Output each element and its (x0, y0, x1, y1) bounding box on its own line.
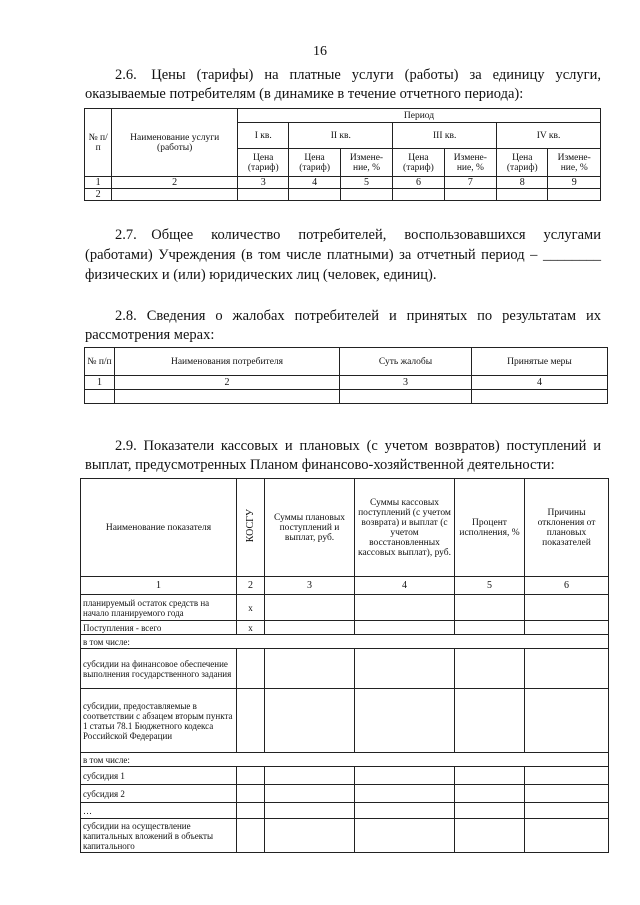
change-header: Измене-ние, % (444, 149, 496, 177)
section-2-9-heading: 2.9. Показатели кассовых и плановых (с учетом возвратов) поступлений и выплат, предусмотренных Планом финансово-хозяйственной деятельности: (85, 438, 601, 473)
empty-cell (265, 689, 355, 753)
empty-cell (340, 390, 472, 404)
page-number: 16 (313, 44, 327, 59)
col-kosgu-header (237, 479, 265, 577)
empty-cell (525, 689, 609, 753)
empty-cell (112, 189, 238, 201)
index-cell: 9 (548, 177, 601, 189)
empty-cell (355, 785, 455, 803)
empty-cell (355, 767, 455, 785)
empty-cell (497, 189, 548, 201)
empty-cell (355, 649, 455, 689)
kosgu-cell (237, 803, 265, 819)
row-label: планируемый остаток средств на начало планируемого года (81, 595, 237, 621)
col-reasons-header: Причины отклонения от плановых показателей (525, 479, 609, 577)
quarter-3-header: III кв. (393, 123, 497, 149)
empty-cell (355, 819, 455, 853)
col-measures-header: Принятые меры (472, 348, 608, 376)
index-cell: 1 (81, 577, 237, 595)
kosgu-cell (237, 767, 265, 785)
empty-cell (525, 767, 609, 785)
index-cell: 4 (472, 376, 608, 390)
kosgu-cell (237, 819, 265, 853)
quarter-2-header: II кв. (289, 123, 393, 149)
period-header: Период (238, 109, 601, 123)
empty-cell (393, 189, 444, 201)
empty-cell (455, 767, 525, 785)
complaints-table (84, 347, 608, 404)
price-header: Цена (тариф) (289, 149, 340, 177)
index-cell: 6 (393, 177, 444, 189)
kosgu-cell: x (237, 595, 265, 621)
index-cell: 3 (238, 177, 289, 189)
empty-cell (265, 785, 355, 803)
index-cell: 2 (115, 376, 340, 390)
col-cash-header: Суммы кассовых поступлений (с учетом возврата) и выплат (с учетом восстановленных кассовых выплат), руб. (355, 479, 455, 577)
empty-cell (548, 189, 601, 201)
section-2-6-heading: 2.6. Цены (тарифы) на платные услуги (работы) за единицу услуги, оказываемые потребителям (в динамике в течение отчетного периода): (85, 67, 601, 102)
empty-cell (265, 621, 355, 635)
row-number: 2 (85, 189, 112, 201)
empty-cell (525, 803, 609, 819)
empty-cell (265, 649, 355, 689)
index-cell: 7 (444, 177, 496, 189)
row-label: … (81, 803, 237, 819)
index-cell: 8 (497, 177, 548, 189)
index-cell: 2 (112, 177, 238, 189)
index-cell: 6 (525, 577, 609, 595)
empty-cell (289, 189, 340, 201)
col-num-header: № п/п (85, 109, 112, 177)
empty-cell (265, 819, 355, 853)
indicators-table (80, 478, 609, 853)
empty-cell (115, 390, 340, 404)
empty-cell (525, 819, 609, 853)
row-label: субсидии на осуществление капитальных вложений в объекты капитального (81, 819, 237, 853)
change-header: Измене-ние, % (548, 149, 601, 177)
row-label: Поступления - всего (81, 621, 237, 635)
col-essence-header: Суть жалобы (340, 348, 472, 376)
quarter-1-header: I кв. (238, 123, 289, 149)
col-service-name-header: Наименование услуги (работы) (112, 109, 238, 177)
kosgu-cell (237, 689, 265, 753)
kosgu-cell (237, 785, 265, 803)
empty-cell (355, 595, 455, 621)
price-header: Цена (тариф) (497, 149, 548, 177)
empty-cell (472, 390, 608, 404)
empty-cell (238, 189, 289, 201)
index-cell: 2 (237, 577, 265, 595)
empty-cell (525, 595, 609, 621)
empty-cell (455, 689, 525, 753)
row-label: субсидия 1 (81, 767, 237, 785)
row-label: субсидии, предоставляемые в соответствии с абзацем вторым пункта 1 статьи 78.1 Бюджетного кодекса Российской Федерации (81, 689, 237, 753)
empty-cell (340, 189, 392, 201)
index-cell: 5 (340, 177, 392, 189)
index-cell: 1 (85, 376, 115, 390)
empty-cell (265, 767, 355, 785)
empty-cell (525, 621, 609, 635)
kosgu-cell: x (237, 621, 265, 635)
col-percent-header: Процент исполнения, % (455, 479, 525, 577)
empty-cell (525, 785, 609, 803)
kosgu-cell (237, 649, 265, 689)
section-2-8-heading: 2.8. Сведения о жалобах потребителей и принятых по результатам их рассмотрения мерах: (85, 308, 601, 343)
quarter-4-header: IV кв. (497, 123, 601, 149)
row-label: субсидия 2 (81, 785, 237, 803)
empty-cell (525, 649, 609, 689)
row-label: в том числе: (81, 753, 609, 767)
section-2-7-text: 2.7. Общее количество потребителей, воспользовавшихся услугами (работами) Учреждения (в том числе платными) за отчетный период – ________ физических и (или) юридических лиц (человек, единиц). (85, 227, 601, 283)
empty-cell (85, 390, 115, 404)
index-cell: 3 (340, 376, 472, 390)
prices-table (84, 108, 601, 201)
empty-cell (455, 595, 525, 621)
empty-cell (265, 595, 355, 621)
empty-cell (265, 803, 355, 819)
index-cell: 1 (85, 177, 112, 189)
empty-cell (455, 803, 525, 819)
empty-cell (455, 819, 525, 853)
kosgu-label: КОСГУ (244, 509, 256, 543)
col-consumer-header: Наименования потребителя (115, 348, 340, 376)
empty-cell (355, 621, 455, 635)
index-cell: 4 (289, 177, 340, 189)
index-cell: 4 (355, 577, 455, 595)
index-cell: 3 (265, 577, 355, 595)
empty-cell (455, 621, 525, 635)
empty-cell (455, 785, 525, 803)
price-header: Цена (тариф) (393, 149, 444, 177)
col-num-header: № п/п (85, 348, 115, 376)
empty-cell (355, 689, 455, 753)
row-label: в том числе: (81, 635, 609, 649)
price-header: Цена (тариф) (238, 149, 289, 177)
index-cell: 5 (455, 577, 525, 595)
row-label: субсидии на финансовое обеспечение выполнения государственного задания (81, 649, 237, 689)
empty-cell (355, 803, 455, 819)
col-indicator-name-header: Наименование показателя (81, 479, 237, 577)
empty-cell (444, 189, 496, 201)
col-plan-header: Суммы плановых поступлений и выплат, руб. (265, 479, 355, 577)
change-header: Измене-ние, % (340, 149, 392, 177)
empty-cell (455, 649, 525, 689)
